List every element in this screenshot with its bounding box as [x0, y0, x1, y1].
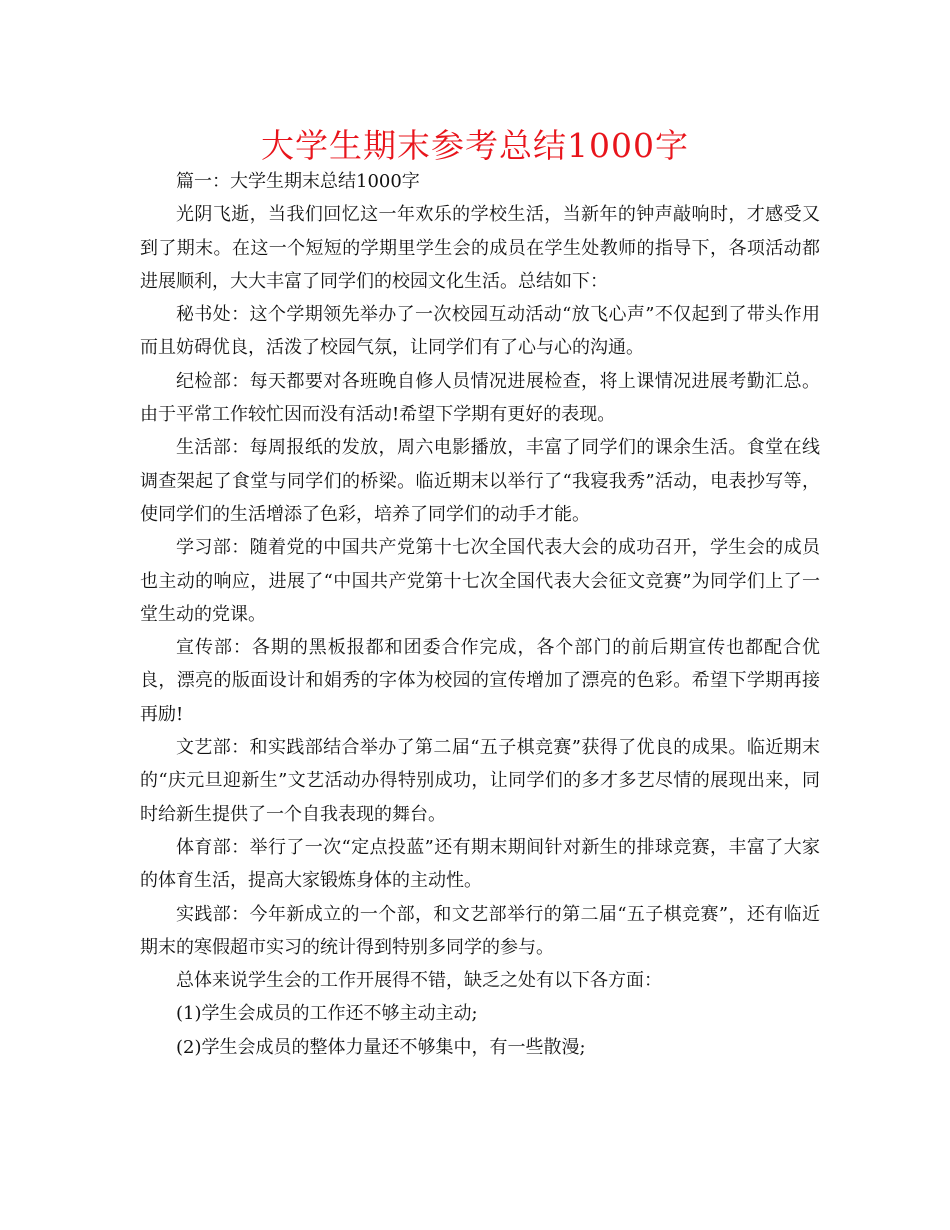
document-title: 大学生期末参考总结1000字: [261, 126, 689, 165]
paragraph-intro: 光阴飞逝，当我们回忆这一年欢乐的学校生活，当新年的钟声敲响时，才感受又到了期末。在这一个短短的学期里学生会的成员在学生处教师的指导下，各项活动都进展顺利，大大丰富了同学们的校园文化生活。总结如下：: [140, 204, 820, 292]
paragraph-arts: 文艺部：和实践部结合举办了第二届“五子棋竞赛”获得了优良的成果。临近期末的“庆元旦迎新生”文艺活动办得特别成功，让同学们的多才多艺尽情的展现出来，同时给新生提供了一个自我表现的舞台。: [140, 737, 820, 825]
list-item: (2)学生会成员的整体力量还不够集中，有一些散漫;: [176, 1036, 586, 1058]
paragraph-sports: 体育部：举行了一次“定点投蓝”还有期末期间针对新生的排球竞赛，丰富了大家的体育生活，提高大家锻炼身体的主动性。: [140, 836, 820, 892]
paragraph-secretariat: 秘书处：这个学期领先举办了一次校园互动活动“放飞心声”不仅起到了带头作用而且妨碍优良，活泼了校园气氛，让同学们有了心与心的沟通。: [140, 304, 820, 359]
paragraph-life: 生活部：每周报纸的发放，周六电影播放，丰富了同学们的课余生活。食堂在线调查架起了食堂与同学们的桥梁。临近期末以举行了“我寝我秀”活动，电表抄写等，使同学们的生活增添了色彩，培养了同学们的动手才能。: [140, 437, 820, 525]
paragraph-summary: 总体来说学生会的工作开展得不错，缺乏之处有以下各方面：: [176, 970, 662, 992]
paragraph-study: 学习部：随着党的中国共产党第十七次全国代表大会的成功召开，学生会的成员也主动的响应，进展了“中国共产党第十七次全国代表大会征文竞赛”为同学们上了一堂生动的党课。: [140, 537, 820, 625]
paragraph-publicity: 宣传部：各期的黑板报都和团委合作完成，各个部门的前后期宣传也都配合优良，漂亮的版面设计和娟秀的字体为校园的宣传增加了漂亮的色彩。希望下学期再接再励!: [140, 637, 820, 725]
paragraph-practice: 实践部：今年新成立的一个部，和文艺部举行的第二届“五子棋竞赛”，还有临近期末的寒假超市实习的统计得到特别多同学的参与。: [140, 903, 820, 958]
document-body: [140, 165, 820, 1064]
section-heading: 篇一：大学生期末总结1000字: [176, 171, 420, 192]
list-item: (1)学生会成员的工作还不够主动主动;: [176, 1003, 478, 1025]
paragraph-discipline: 纪检部：每天都要对各班晚自修人员情况进展检查，将上课情况进展考勤汇总。由于平常工作较忙因而没有活动!希望下学期有更好的表现。: [140, 370, 820, 426]
